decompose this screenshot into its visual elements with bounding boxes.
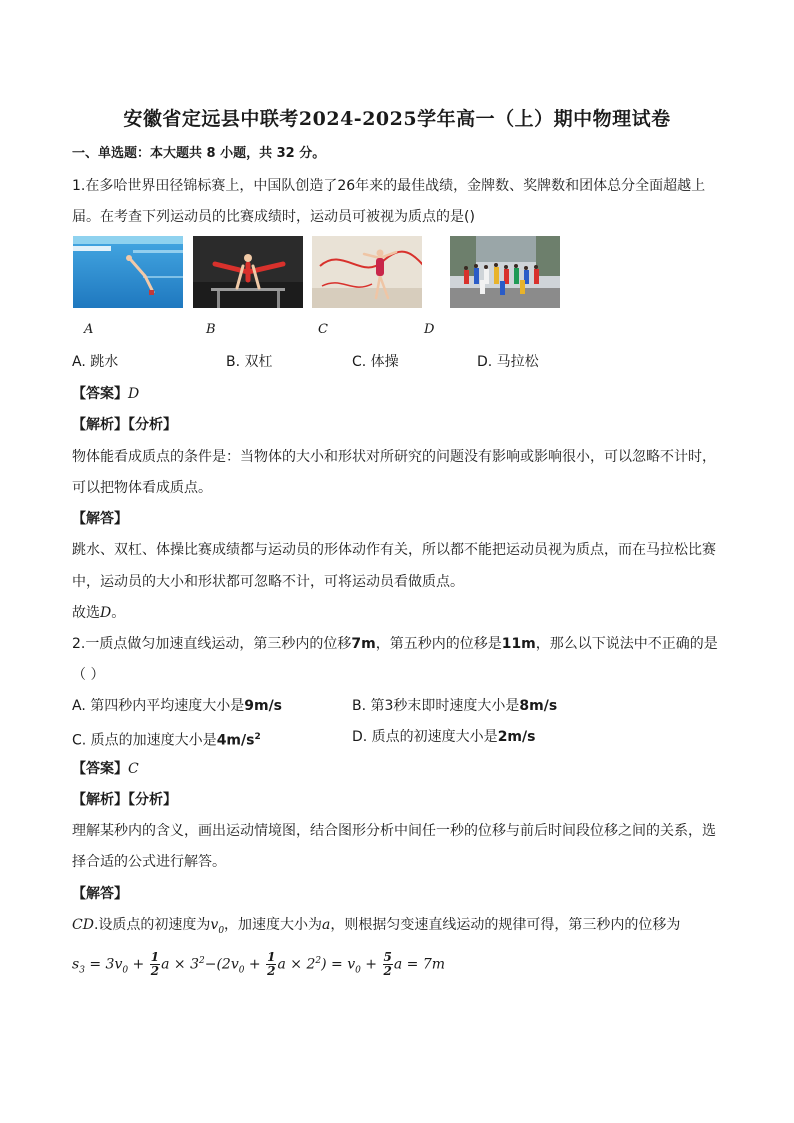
q1-choose-value: D: [100, 605, 112, 621]
q2-sol-text-d: ，加速度大小为: [224, 917, 323, 933]
answer-value: D: [128, 386, 140, 402]
eq-part4-sub: 0: [238, 965, 245, 976]
q2-equation: [72, 946, 445, 985]
q2-text-c: ，第五秒内的位移是: [375, 636, 502, 652]
eq-part6: a × 2: [277, 956, 316, 973]
q2-option-d-value: 2m/s: [497, 729, 536, 745]
q2-value-11m: 11m: [501, 636, 536, 652]
q2-sol-v: v: [210, 917, 219, 933]
image-label-d: D: [424, 322, 435, 337]
eq-fraction-1: [150, 951, 160, 978]
q2-option-c-text: C. 质点的加速度大小是: [72, 732, 217, 749]
answer-tag: 【答案】: [72, 761, 128, 777]
q2-option-c: [72, 727, 261, 751]
q2-option-a-value: 9m/s: [244, 698, 283, 714]
q2-sol-options: CD: [72, 917, 94, 933]
page-title: 安徽省定远县中联考2024-2025学年高一（上）期中物理试卷: [123, 108, 671, 130]
q1-option-c: C. 体操: [352, 354, 399, 370]
eq-part4: −(2v: [204, 956, 239, 973]
eq-frac2-den: 2: [267, 964, 276, 979]
q2-text-a: 2.一质点做匀加速直线运动，第三秒内的位移: [72, 636, 352, 652]
q2-solution-line1: [72, 915, 680, 941]
q1-option-d: D. 马拉松: [477, 354, 539, 370]
q2-option-d-text: D. 质点的初速度大小是: [352, 729, 498, 745]
parallel-bars-photo: [193, 236, 303, 308]
image-label-a: A: [84, 322, 94, 337]
q2-option-c-exponent: 2: [254, 732, 261, 742]
q2-text-line1: [72, 634, 718, 654]
q2-value-7m: 7m: [351, 636, 376, 652]
diving-photo: [73, 236, 183, 308]
q2-option-c-value: 4m/s: [216, 732, 255, 749]
q2-sol-text-b: .设质点的初速度为: [93, 917, 211, 933]
eq-frac2-num: 1: [267, 950, 276, 965]
q1-choose-prefix: 故选: [72, 605, 100, 621]
answer-tag: 【答案】: [72, 386, 128, 402]
q2-option-b-value: 8m/s: [519, 698, 558, 714]
image-label-c: C: [318, 322, 328, 337]
q1-solution-line1: 跳水、双杠、体操比赛成绩都与运动员的形体动作有关，所以都不能把运动员视为质点，而在马拉松比赛: [72, 542, 716, 558]
q2-analysis-line1: 理解某秒内的含义，画出运动情境图，结合图形分析中间任一秒的位移与前后时间段位移之间的关系，选: [72, 823, 716, 839]
q1-solution-line3: [72, 603, 125, 623]
eq-s: s: [72, 956, 80, 973]
eq-frac3-den: 2: [383, 964, 392, 979]
eq-part1: = 3v: [84, 956, 123, 973]
eq-fraction-3: [383, 951, 393, 978]
eq-part3: a × 3: [161, 956, 199, 973]
q1-analysis-tag: 【解析】【分析】: [72, 417, 177, 433]
eq-part1-sub: 0: [122, 965, 129, 976]
marathon-photo: [450, 236, 560, 308]
eq-part7: ) = v: [321, 956, 356, 973]
eq-part9: a = 7m: [393, 956, 446, 973]
q1-answer: [72, 384, 139, 404]
eq-part8: +: [360, 956, 382, 973]
q2-text-line2: （ ）: [72, 667, 105, 683]
q2-sol-a: a: [322, 917, 331, 933]
q2-option-d: [352, 727, 535, 747]
q2-sol-v-sub: 0: [218, 925, 225, 936]
rhythmic-gymnastics-photo: [312, 236, 422, 308]
answer-value: C: [128, 761, 139, 777]
eq-part6-sup: 2: [315, 956, 322, 966]
q2-text-e: ，那么以下说法中不正确的是: [535, 636, 718, 652]
eq-part2: +: [128, 956, 149, 973]
q1-option-a: A. 跳水: [72, 354, 119, 370]
q1-option-b: B. 双杠: [226, 354, 273, 370]
eq-frac1-num: 1: [150, 950, 160, 965]
q2-option-b: [352, 696, 557, 716]
q1-analysis-line1: 物体能看成质点的条件是：当物体的大小和形状对所研究的问题没有影响或影响很小，可以忽略不计时，: [72, 449, 716, 465]
section-header: 一、单选题：本大题共 8 小题，共 32 分。: [72, 146, 326, 161]
eq-frac1-den: 2: [150, 964, 160, 979]
q2-answer: [72, 759, 139, 779]
eq-s-sub: 3: [79, 965, 85, 976]
eq-part3-sup: 2: [199, 956, 205, 966]
q1-choose-suffix: 。: [111, 605, 126, 621]
eq-fraction-2: [266, 951, 276, 978]
q2-option-a-text: A. 第四秒内平均速度大小是: [72, 698, 245, 714]
q1-solution-line2: 中，运动员的大小和形状都可忽略不计，可将运动员看做质点。: [72, 574, 464, 590]
q2-option-a: [72, 696, 282, 716]
q1-analysis-line2: 可以把物体看成质点。: [72, 480, 212, 496]
q2-option-b-text: B. 第3秒末即时速度大小是: [352, 698, 520, 714]
q1-text-line1: 1.在多哈世界田径锦标赛上，中国队创造了26年来的最佳战绩，金牌数、奖牌数和团体总分全面超越上: [72, 178, 706, 194]
image-label-b: B: [206, 322, 216, 337]
q1-text-line2: 届。在考查下列运动员的比赛成绩时，运动员可被视为质点的是(): [72, 209, 475, 225]
eq-part7-sub: 0: [355, 965, 361, 976]
q1-solution-tag: 【解答】: [72, 511, 128, 527]
eq-part5: +: [244, 956, 266, 973]
q2-analysis-line2: 择合适的公式进行解答。: [72, 854, 226, 870]
q2-solution-tag: 【解答】: [72, 886, 128, 902]
q2-sol-text-f: ，则根据匀变速直线运动的规律可得，第三秒内的位移为: [330, 917, 681, 933]
eq-frac3-num: 5: [383, 950, 392, 965]
q2-analysis-tag: 【解析】【分析】: [72, 792, 177, 808]
